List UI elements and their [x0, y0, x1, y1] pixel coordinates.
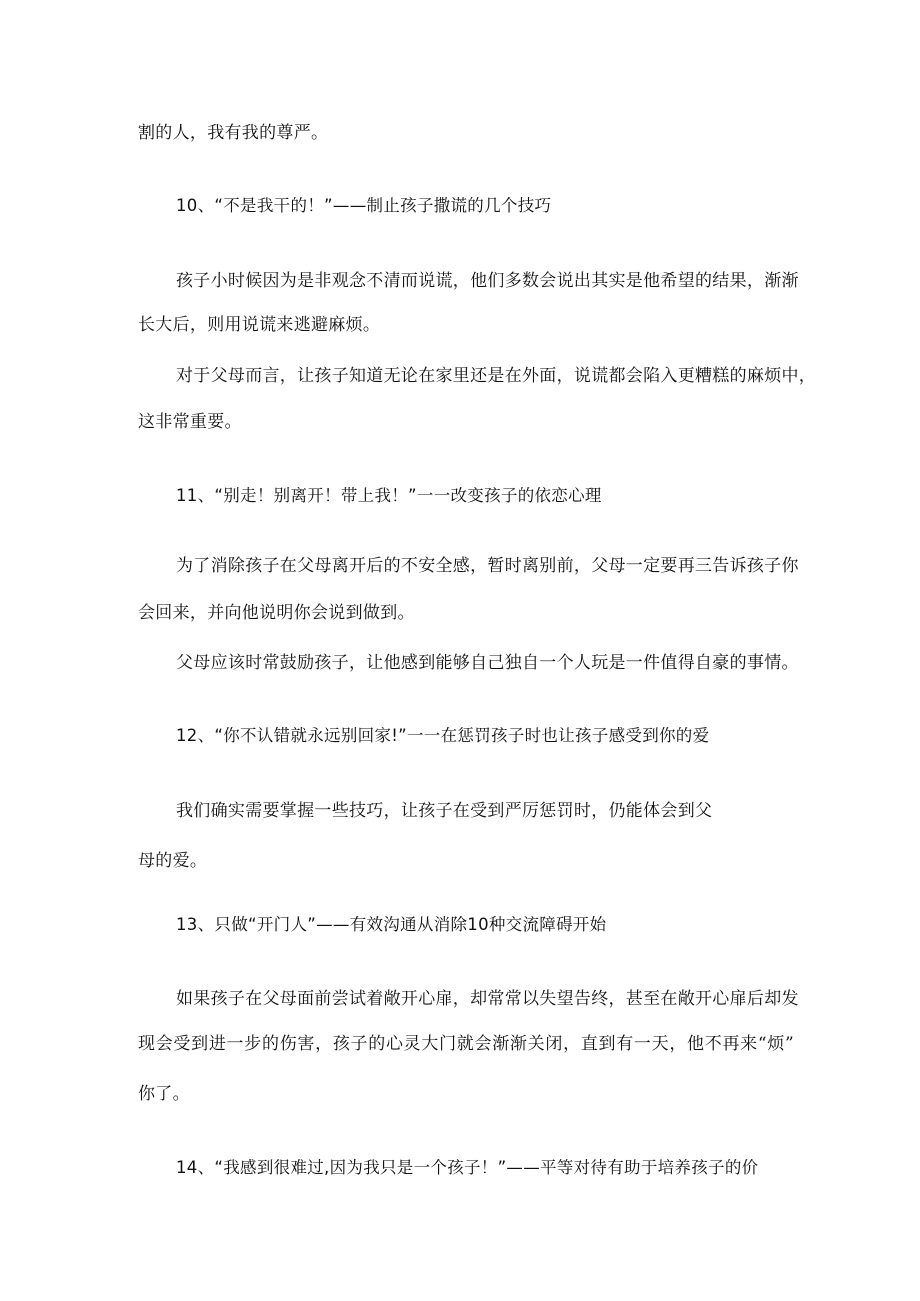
section-heading-10: 10、“不是我干的！”——制止孩子撒谎的几个技巧 [176, 196, 552, 215]
paragraph-line: 长大后，则用说谎来逃避麻烦。 [138, 315, 381, 335]
section-heading-12: 12、“你不认错就永远别回家!”一一在惩罚孩子时也让孩子感受到你的爱 [176, 726, 710, 745]
intro-tail-text: 割的人，我有我的尊严。 [138, 123, 329, 143]
paragraph-line: 会回来，并向他说明你会说到做到。 [138, 603, 415, 623]
paragraph-line: 父母应该时常鼓励孩子，让他感到能够自己独自一个人玩是一件值得自豪的事情。 [176, 653, 799, 673]
paragraph-line: 我们确实需要掌握一些技巧，让孩子在受到严厉惩罚时，仍能体会到父 [176, 801, 713, 821]
paragraph-line: 现会受到进一步的伤害，孩子的心灵大门就会渐渐关闭，直到有一天，他不再来“烦” [138, 1034, 794, 1054]
paragraph-line: 这非常重要。 [138, 412, 242, 432]
paragraph-line: 你了。 [138, 1084, 190, 1104]
section-heading-13: 13、只做“开门人”——有效沟通从消除10种交流障碍开始 [176, 915, 607, 934]
section-heading-14: 14、“我感到很难过,因为我只是一个孩子！”——平等对待有助于培养孩子的价 [176, 1158, 759, 1177]
paragraph-line: 对于父母而言，让孩子知道无论在家里还是在外面，说谎都会陷入更糟糕的麻烦中， [176, 366, 817, 386]
paragraph-line: 如果孩子在父母面前尝试着敞开心扉，却常常以失望告终，甚至在敞开心扉后却发 [176, 989, 799, 1009]
paragraph-line: 孩子小时候因为是非观念不清而说谎，他们多数会说出其实是他希望的结果，渐渐 [176, 271, 799, 291]
paragraph-line: 母的爱。 [138, 851, 208, 871]
section-heading-11: 11、“别走！别离开！带上我！”一一改变孩子的依恋心理 [176, 486, 602, 505]
paragraph-line: 为了消除孩子在父母离开后的不安全感，暂时离别前，父母一定要再三告诉孩子你 [176, 556, 799, 576]
